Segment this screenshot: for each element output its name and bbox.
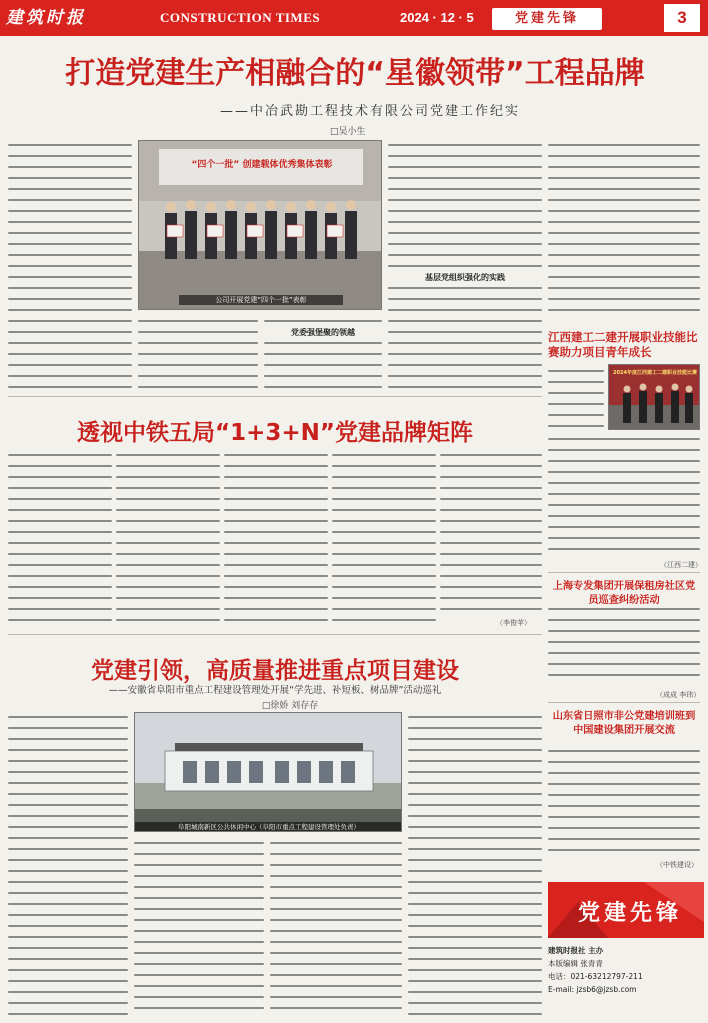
footer-editor: 本版编辑 张青青 — [548, 959, 603, 968]
jiangxi-headline: 江西建工二建开展职业技能比赛助力项目青年成长 — [548, 330, 698, 359]
footer-info — [548, 944, 704, 996]
fuyang-subtitle: ——安徽省阜阳市重点工程建设管理处开展“学先进、补短板、树品牌”活动巡礼 — [108, 685, 442, 696]
section-brand-title: 党建先锋 — [578, 901, 683, 926]
issue-date: 2024 · 12 · 5 — [400, 10, 474, 25]
jiangxi-photo-banner: 2024年度江西建工二建职业技能比赛 — [613, 370, 697, 376]
masthead — [0, 0, 708, 36]
footer-publisher: 建筑时报社 主办 — [548, 946, 604, 955]
jiangxi-signature: （江西二建） — [660, 561, 702, 569]
lead-photo — [138, 140, 382, 310]
lead-section-heading-1: 党委强堡聚的领越 — [264, 327, 382, 338]
tunnel-text-col3 — [224, 450, 328, 628]
section-name: 党建先锋 — [492, 8, 602, 30]
fuyang-text-col4 — [408, 712, 542, 1022]
tunnel-headline: 透视中铁五局“1+3+N”党建品牌矩阵 — [76, 420, 474, 446]
fuyang-photo-caption: 阜阳城南新区公共休闲中心（阜阳市重点工程建设管理处负责） — [135, 822, 402, 831]
fuyang-text-col1 — [8, 712, 128, 1022]
divider — [8, 396, 542, 397]
jiangxi-text-col1 — [548, 366, 604, 430]
fuyang-photo — [134, 712, 402, 832]
lead-byline: □吴小生 — [330, 127, 366, 137]
lead-photo-caption: 公司开展党建“四个一批”表彰 — [179, 295, 343, 305]
footer-phone: 电话：021-63212797-211 — [548, 972, 643, 981]
fuyang-headline: 党建引领，高质量推进重点项目建设 — [91, 658, 459, 684]
newspaper-english-name: CONSTRUCTION TIMES — [160, 10, 321, 25]
section-brand-banner — [548, 882, 704, 938]
shandong-signature: （中铁建设） — [656, 861, 698, 869]
tunnel-text-col2 — [116, 450, 220, 628]
page-number: 3 — [664, 4, 700, 32]
shanghai-signature: （成成 李玮） — [656, 691, 701, 699]
fuyang-byline: □徐娇 刘存存 — [261, 701, 319, 711]
lead-text-col2 — [138, 316, 258, 392]
tunnel-text-col5 — [440, 450, 542, 616]
fuyang-text-col3 — [270, 838, 402, 1022]
footer-email[interactable]: E-mail: jzsb6@jzsb.com — [548, 985, 637, 994]
shanghai-text — [548, 604, 700, 694]
shandong-text — [548, 746, 700, 862]
tunnel-text-col4 — [332, 450, 436, 628]
tunnel-signature: （李俊苹） — [496, 619, 531, 627]
jiangxi-text-body — [548, 434, 700, 562]
shanghai-headline: 上海专发集团开展保租房社区党员巡查纠纷活动 — [552, 581, 696, 606]
tunnel-text-col1 — [8, 450, 112, 628]
divider — [8, 634, 542, 635]
lead-headline: 打造党建生产相融合的“星徽领带”工程品牌 — [65, 56, 645, 91]
lead-text-col4 — [388, 140, 542, 392]
lead-text-col1 — [8, 140, 132, 392]
lead-text-col5 — [548, 140, 700, 320]
photo-banner-text: “四个一批” 创建载体优秀集体表彰 — [191, 160, 333, 170]
shandong-headline: 山东省日照市非公党建培训班到中国建设集团开展交流 — [552, 711, 696, 736]
divider — [548, 572, 700, 573]
building-image — [135, 713, 402, 832]
newspaper-logo: 建筑时报 — [6, 8, 86, 28]
lead-section-heading-2: 基层党组织强化的实践 — [388, 272, 542, 283]
lead-subtitle: ——中冶武勘工程技术有限公司党建工作纪实 — [220, 104, 521, 119]
divider — [548, 702, 700, 703]
fuyang-text-col2 — [134, 838, 264, 1022]
jiangxi-photo — [608, 364, 700, 430]
